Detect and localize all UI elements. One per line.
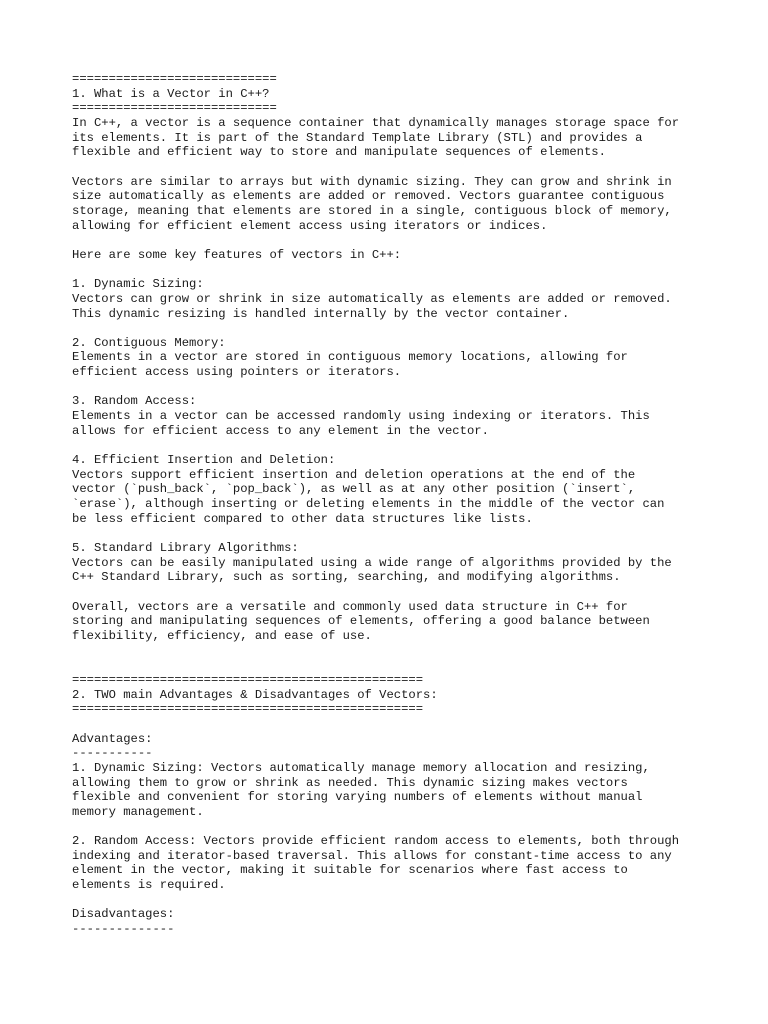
text-line: 1. Dynamic Sizing:	[72, 277, 204, 292]
text-line: Elements in a vector are stored in contiguous memory locations, allowing for	[72, 350, 628, 365]
blank-line	[72, 438, 712, 453]
text-line: Elements in a vector can be accessed randomly using indexing or iterators. This	[72, 409, 650, 424]
blank-line	[72, 526, 712, 541]
blank-line	[72, 263, 712, 278]
text-line: allowing for efficient element access using iterators or indices.	[72, 218, 548, 233]
text-line: C++ Standard Library, such as sorting, searching, and modifying algorithms.	[72, 570, 621, 585]
text-line: Vectors support efficient insertion and deletion operations at the end of the	[72, 467, 636, 482]
text-line: memory management.	[72, 804, 204, 819]
text-line: its elements. It is part of the Standard Template Library (STL) and provides a	[72, 130, 643, 145]
blank-line	[72, 644, 712, 659]
text-line: element in the vector, making it suitable for scenarios where fast access to	[72, 863, 628, 878]
text-line: Vectors are similar to arrays but with dynamic sizing. They can grow and shrink in	[72, 174, 672, 189]
text-line: 3. Random Access:	[72, 394, 197, 409]
text-line: 2. TWO main Advantages & Disadvantages of Vectors:	[72, 687, 438, 702]
text-line: 4. Efficient Insertion and Deletion:	[72, 453, 336, 468]
divider-line: -----------	[72, 746, 153, 761]
blank-line	[72, 717, 712, 732]
blank-line	[72, 658, 712, 673]
divider-line: ============================	[72, 72, 277, 86]
divider-line: ================================================	[72, 672, 424, 687]
text-line: vector (`push_back`, `pop_back`), as well as at any other position (`insert`,	[72, 482, 636, 497]
text-line: flexible and convenient for storing varying numbers of elements without manual	[72, 790, 643, 805]
text-line: In C++, a vector is a sequence container that dynamically manages storage space for	[72, 115, 680, 130]
text-line: Here are some key features of vectors in C++:	[72, 247, 402, 262]
text-line: Advantages:	[72, 731, 153, 746]
blank-line	[72, 380, 712, 395]
text-line: efficient access using pointers or iterators.	[72, 365, 402, 380]
text-line: 1. What is a Vector in C++?	[72, 86, 270, 101]
text-line: flexibility, efficiency, and ease of use.	[72, 628, 372, 643]
text-line: elements is required.	[72, 878, 226, 893]
blank-line	[72, 321, 712, 336]
text-line: Disadvantages:	[72, 907, 175, 922]
text-line: 2. Random Access: Vectors provide efficient random access to elements, both through	[72, 834, 680, 849]
text-line: This dynamic resizing is handled internally by the vector container.	[72, 306, 570, 321]
document-page	[72, 72, 712, 937]
text-line: 5. Standard Library Algorithms:	[72, 541, 299, 555]
text-line: storing and manipulating sequences of elements, offering a good balance between	[72, 614, 650, 629]
divider-line: --------------	[72, 922, 175, 937]
text-line: indexing and iterator-based traversal. This allows for constant-time access to any	[72, 848, 672, 863]
text-line: storage, meaning that elements are stored in a single, contiguous block of memory,	[72, 203, 672, 218]
divider-line: ================================================	[72, 702, 424, 717]
divider-line: ============================	[72, 101, 277, 116]
text-line: 2. Contiguous Memory:	[72, 335, 226, 350]
text-line: flexible and efficient way to store and manipulate sequences of elements.	[72, 145, 606, 160]
text-line: Vectors can be easily manipulated using a wide range of algorithms provided by the	[72, 555, 672, 570]
text-line: allowing them to grow or shrink as needed. This dynamic sizing makes vectors	[72, 775, 628, 790]
blank-line	[72, 160, 712, 175]
blank-line	[72, 585, 712, 600]
text-line: size automatically as elements are added or removed. Vectors guarantee contiguous	[72, 189, 665, 204]
text-line: be less efficient compared to other data structures like lists.	[72, 511, 533, 526]
text-line: allows for efficient access to any element in the vector.	[72, 423, 489, 438]
blank-line	[72, 233, 712, 248]
blank-line	[72, 819, 712, 834]
text-line: `erase`), although inserting or deleting elements in the middle of the vector can	[72, 497, 665, 512]
text-line: Overall, vectors are a versatile and commonly used data structure in C++ for	[72, 599, 628, 614]
blank-line	[72, 893, 712, 908]
text-line: Vectors can grow or shrink in size automatically as elements are added or removed.	[72, 291, 672, 306]
text-line: 1. Dynamic Sizing: Vectors automatically manage memory allocation and resizing,	[72, 760, 650, 775]
